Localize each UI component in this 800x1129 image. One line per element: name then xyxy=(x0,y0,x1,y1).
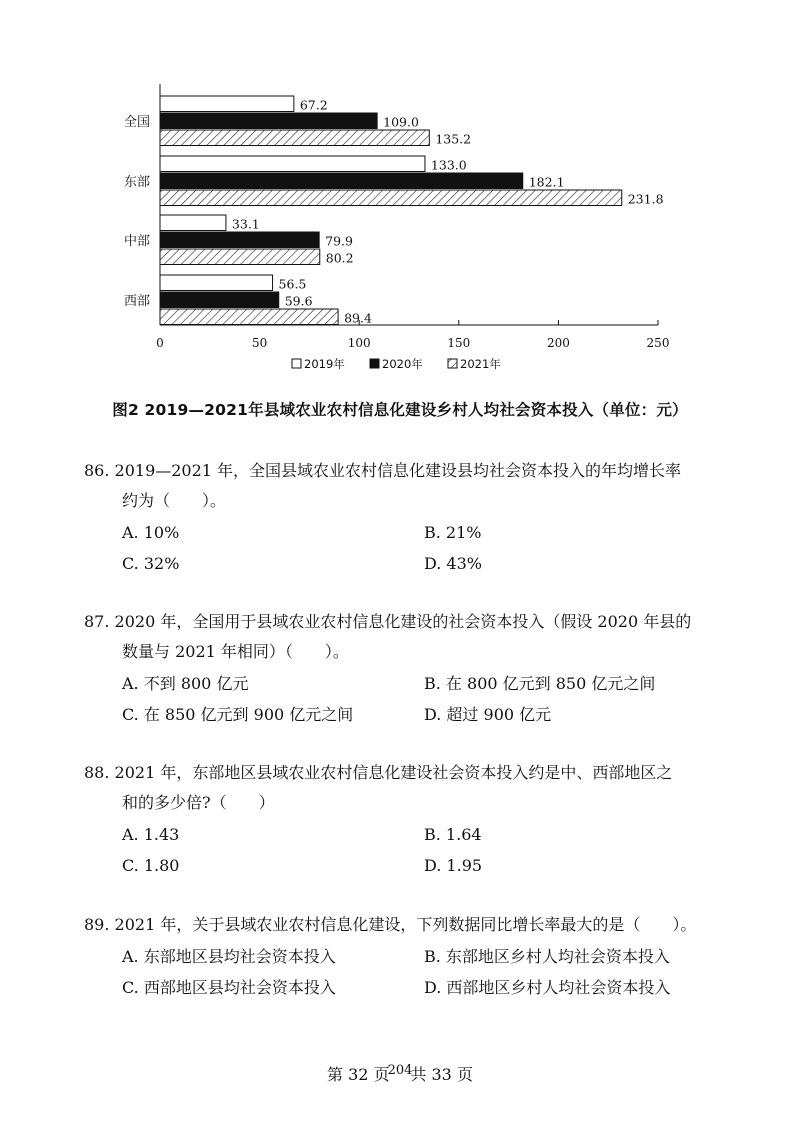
question-88 xyxy=(84,758,744,882)
page-footer xyxy=(0,1062,800,1085)
option-a[interactable]: A. 东部地区县均社会资本投入 xyxy=(122,947,336,966)
option-d[interactable]: D. 1.95 xyxy=(424,856,483,875)
bar-2020年 xyxy=(160,292,279,308)
question-stem-line: 88. 2021 年，东部地区县域农业农村信息化建设社会资本投入约是中、西部地区之 xyxy=(84,763,673,782)
category-label: 东部 xyxy=(124,174,151,190)
bar-value-label: 109.0 xyxy=(383,114,419,130)
bar-2021年 xyxy=(160,309,338,325)
bar-value-label: 89.4 xyxy=(344,310,372,326)
bar-value-label: 182.1 xyxy=(528,174,565,190)
option-a[interactable]: A. 1.43 xyxy=(122,825,180,844)
chart-caption: 图2 2019—2021年县域农业农村信息化建设乡村人均社会资本投入（单位：元） xyxy=(112,401,688,419)
option-c[interactable]: C. 1.80 xyxy=(122,856,180,875)
bar-value-label: 133.0 xyxy=(430,157,467,173)
question-stem-line: 和的多少倍?（ ） xyxy=(122,793,275,812)
legend-label: 2019年 xyxy=(304,357,345,371)
bar-2019年 xyxy=(160,215,226,231)
bar-2021年 xyxy=(160,249,320,265)
question-stem-line: 数量与 2021 年相同）（ ）。 xyxy=(122,642,349,661)
legend-swatch xyxy=(448,359,457,368)
legend-swatch xyxy=(370,359,379,368)
bar-value-label: 59.6 xyxy=(284,293,313,309)
x-tick-label: 50 xyxy=(251,336,268,350)
legend-swatch xyxy=(292,359,301,368)
option-b[interactable]: B. 21% xyxy=(424,523,482,542)
question-stem-line: 87. 2020 年，全国用于县域农业农村信息化建设的社会资本投入（假设 2020 年县的 xyxy=(84,612,692,631)
bar-2020年 xyxy=(160,113,377,129)
bar-2019年 xyxy=(160,96,294,112)
category-label: 中部 xyxy=(124,233,151,249)
bar-value-label: 56.5 xyxy=(278,276,307,292)
option-c[interactable]: C. 32% xyxy=(122,554,180,573)
option-c[interactable]: C. 在 850 亿元到 900 亿元之间 xyxy=(122,705,354,724)
option-b[interactable]: B. 东部地区乡村人均社会资本投入 xyxy=(424,947,670,966)
bar-2020年 xyxy=(160,232,319,248)
bar-value-label: 135.2 xyxy=(435,131,472,147)
bar-2019年 xyxy=(160,275,273,291)
option-b[interactable]: B. 1.64 xyxy=(424,825,482,844)
bar-value-label: 79.9 xyxy=(325,233,354,249)
bar-2019年 xyxy=(160,156,425,172)
option-d[interactable]: D. 西部地区乡村人均社会资本投入 xyxy=(424,978,671,997)
option-d[interactable]: D. 43% xyxy=(424,554,482,573)
question-stem-line: 约为（ ）。 xyxy=(122,491,227,510)
footer-page-current: 第 32 页 xyxy=(327,1065,390,1084)
chart-svg xyxy=(100,82,700,392)
x-tick-label: 100 xyxy=(347,336,371,350)
legend-label: 2020年 xyxy=(382,357,423,371)
bar-value-label: 33.1 xyxy=(231,216,260,232)
footer-page-total: 共 33 页 xyxy=(410,1065,473,1084)
bar-2020年 xyxy=(160,173,523,189)
bar-value-label: 80.2 xyxy=(325,250,354,266)
option-d[interactable]: D. 超过 900 亿元 xyxy=(424,705,552,724)
bar-2021年 xyxy=(160,190,622,206)
question-86 xyxy=(84,456,744,580)
option-a[interactable]: A. 不到 800 亿元 xyxy=(122,674,249,693)
bar-chart xyxy=(100,82,700,392)
bar-value-label: 67.2 xyxy=(299,97,328,113)
question-stem-line: 89. 2021 年，关于县域农业农村信息化建设，下列数据同比增长率最大的是（ ）。 xyxy=(84,915,697,934)
category-label: 西部 xyxy=(124,293,151,309)
option-b[interactable]: B. 在 800 亿元到 850 亿元之间 xyxy=(424,674,656,693)
question-stem-line: 86. 2019—2021 年，全国县域农业农村信息化建设县均社会资本投入的年均增长率 xyxy=(84,461,682,480)
x-tick-label: 0 xyxy=(156,336,164,350)
x-tick-label: 250 xyxy=(646,336,670,350)
question-89 xyxy=(84,910,744,1004)
legend-label: 2021年 xyxy=(460,357,501,371)
category-label: 全国 xyxy=(124,114,151,130)
footer-page-stamp: 204 xyxy=(387,1063,413,1078)
bar-2021年 xyxy=(160,130,429,146)
x-tick-label: 200 xyxy=(546,336,570,350)
bar-value-label: 231.8 xyxy=(627,191,664,207)
option-c[interactable]: C. 西部地区县均社会资本投入 xyxy=(122,978,336,997)
question-87 xyxy=(84,607,744,731)
x-tick-label: 150 xyxy=(447,336,471,350)
option-a[interactable]: A. 10% xyxy=(122,523,180,542)
